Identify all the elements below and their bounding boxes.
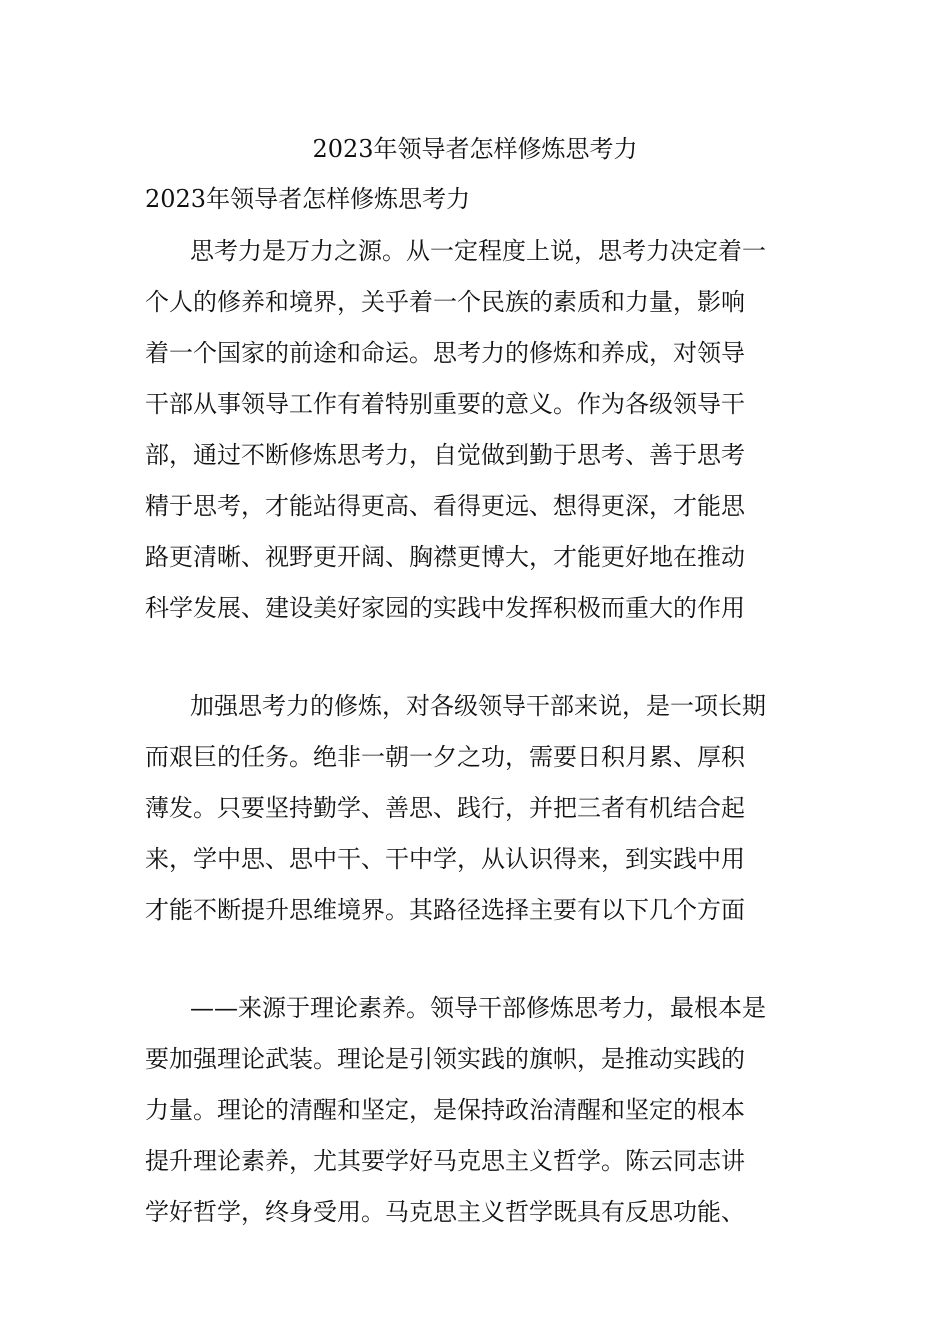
paragraph-line: 学好哲学，终身受用。马克思主义哲学既具有反思功能、 <box>145 1198 745 1226</box>
paragraph-line: 薄发。只要坚持勤学、善思、践行，并把三者有机结合起 <box>145 794 745 822</box>
paragraph-line: 要加强理论武装。理论是引领实践的旗帜，是推动实践的 <box>145 1045 745 1073</box>
paragraph-line: 精于思考，才能站得更高、看得更远、想得更深，才能思 <box>145 492 745 520</box>
paragraph-line: 干部从事领导工作有着特别重要的意义。作为各级领导干 <box>145 390 745 418</box>
document-title: 2023年领导者怎样修炼思考力 <box>312 135 638 163</box>
paragraph-line: 部，通过不断修炼思考力，自觉做到勤于思考、善于思考 <box>145 441 745 469</box>
paragraph-line: 着一个国家的前途和命运。思考力的修炼和养成，对领导 <box>145 339 745 367</box>
paragraph-line: 思考力是万力之源。从一定程度上说，思考力决定着一 <box>190 237 766 265</box>
paragraph-line: 加强思考力的修炼，对各级领导干部来说，是一项长期 <box>190 692 766 720</box>
paragraph-line: ——来源于理论素养。领导干部修炼思考力，最根本是 <box>190 994 766 1022</box>
paragraph-line: 提升理论素养，尤其要学好马克思主义哲学。陈云同志讲 <box>145 1147 745 1175</box>
paragraph-line: 力量。理论的清醒和坚定，是保持政治清醒和坚定的根本 <box>145 1096 745 1124</box>
document-subtitle: 2023年领导者怎样修炼思考力 <box>145 185 471 213</box>
paragraph-line: 个人的修养和境界，关乎着一个民族的素质和力量，影响 <box>145 288 745 316</box>
paragraph-line: 才能不断提升思维境界。其路径选择主要有以下几个方面 <box>145 896 745 924</box>
paragraph-line: 路更清晰、视野更开阔、胸襟更博大，才能更好地在推动 <box>145 543 745 571</box>
paragraph-line: 科学发展、建设美好家园的实践中发挥积极而重大的作用 <box>145 594 745 622</box>
paragraph-line: 来，学中思、思中干、干中学，从认识得来，到实践中用 <box>145 845 745 873</box>
paragraph-line: 而艰巨的任务。绝非一朝一夕之功，需要日积月累、厚积 <box>145 743 745 771</box>
